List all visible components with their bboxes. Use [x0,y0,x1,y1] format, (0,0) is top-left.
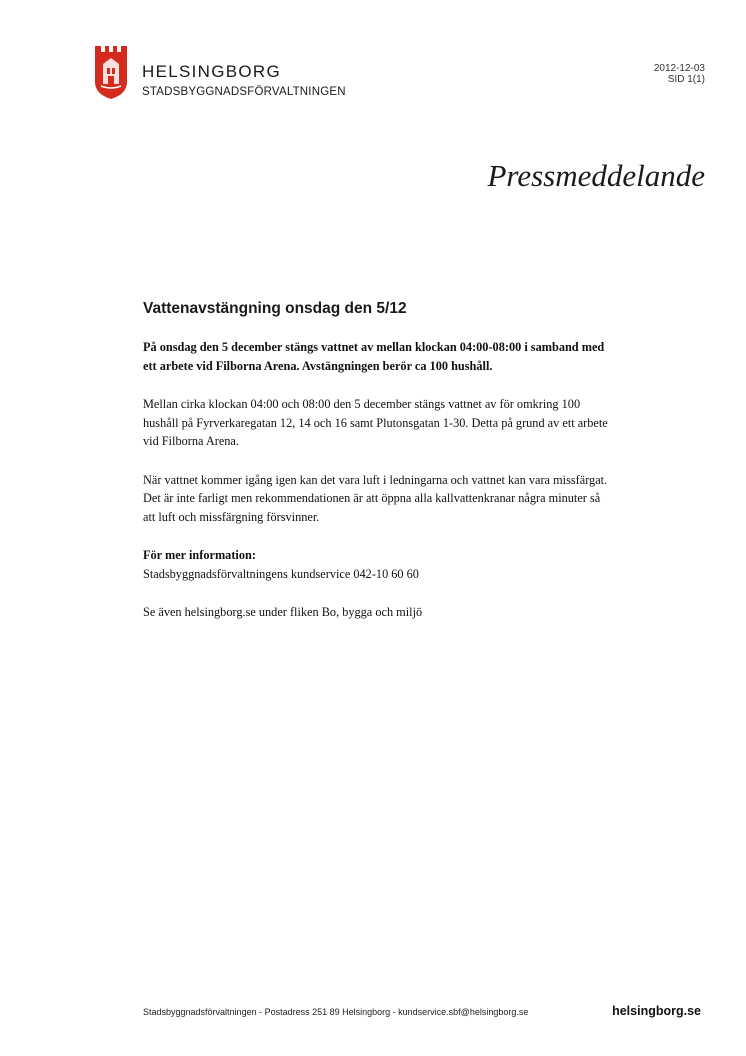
document-meta [654,63,705,85]
department-name: STADSBYGGNADSFÖRVALTNINGEN [142,86,346,98]
contact-info-text: Stadsbyggnadsförvaltningens kundservice 042-10 60 60 [143,566,419,581]
contact-info-label: För mer information: [143,548,256,562]
document-type-title: Pressmeddelande [487,158,705,193]
article-paragraph-2: När vattnet kommer igång igen kan det vara luft i ledningarna och vattnet kan vara missfärgat. Det är inte farligt men rekommendationen är att öppna alla kallvattenkranar några minuter så att luft och missfärgning försvinner. [143,472,608,524]
footer-website-link[interactable]: helsingborg.se [612,1004,701,1018]
article-body [143,300,613,642]
article-paragraph-1: Mellan cirka klockan 04:00 och 08:00 den 5 december stängs vattnet av för omkring 100 hushåll på Fyrverkaregatan 12, 14 och 16 samt Plutonsgatan 1-30. Detta på grund av ett arbete vid Filborna Arena. [143,397,608,448]
organization-name: HELSINGBORG [142,62,281,81]
footer-address: Stadsbyggnadsförvaltningen - Postadress 251 89 Helsingborg - kundservice.sbf@helsingborg.se [143,1007,529,1017]
contact-info [143,546,613,583]
article-headline: Vattenavstängning onsdag den 5/12 [143,300,407,317]
article-lead: På onsdag den 5 december stängs vattnet av mellan klockan 04:00-08:00 i samband med ett arbete vid Filborna Arena. Avstängningen berör ca 100 hushåll. [143,340,605,373]
see-also-note: Se även helsingborg.se under fliken Bo, bygga och miljö [143,605,423,619]
page-number: SID 1(1) [667,74,705,85]
helsingborg-crest-logo [93,44,129,100]
document-date: 2012-12-03 [653,63,705,74]
